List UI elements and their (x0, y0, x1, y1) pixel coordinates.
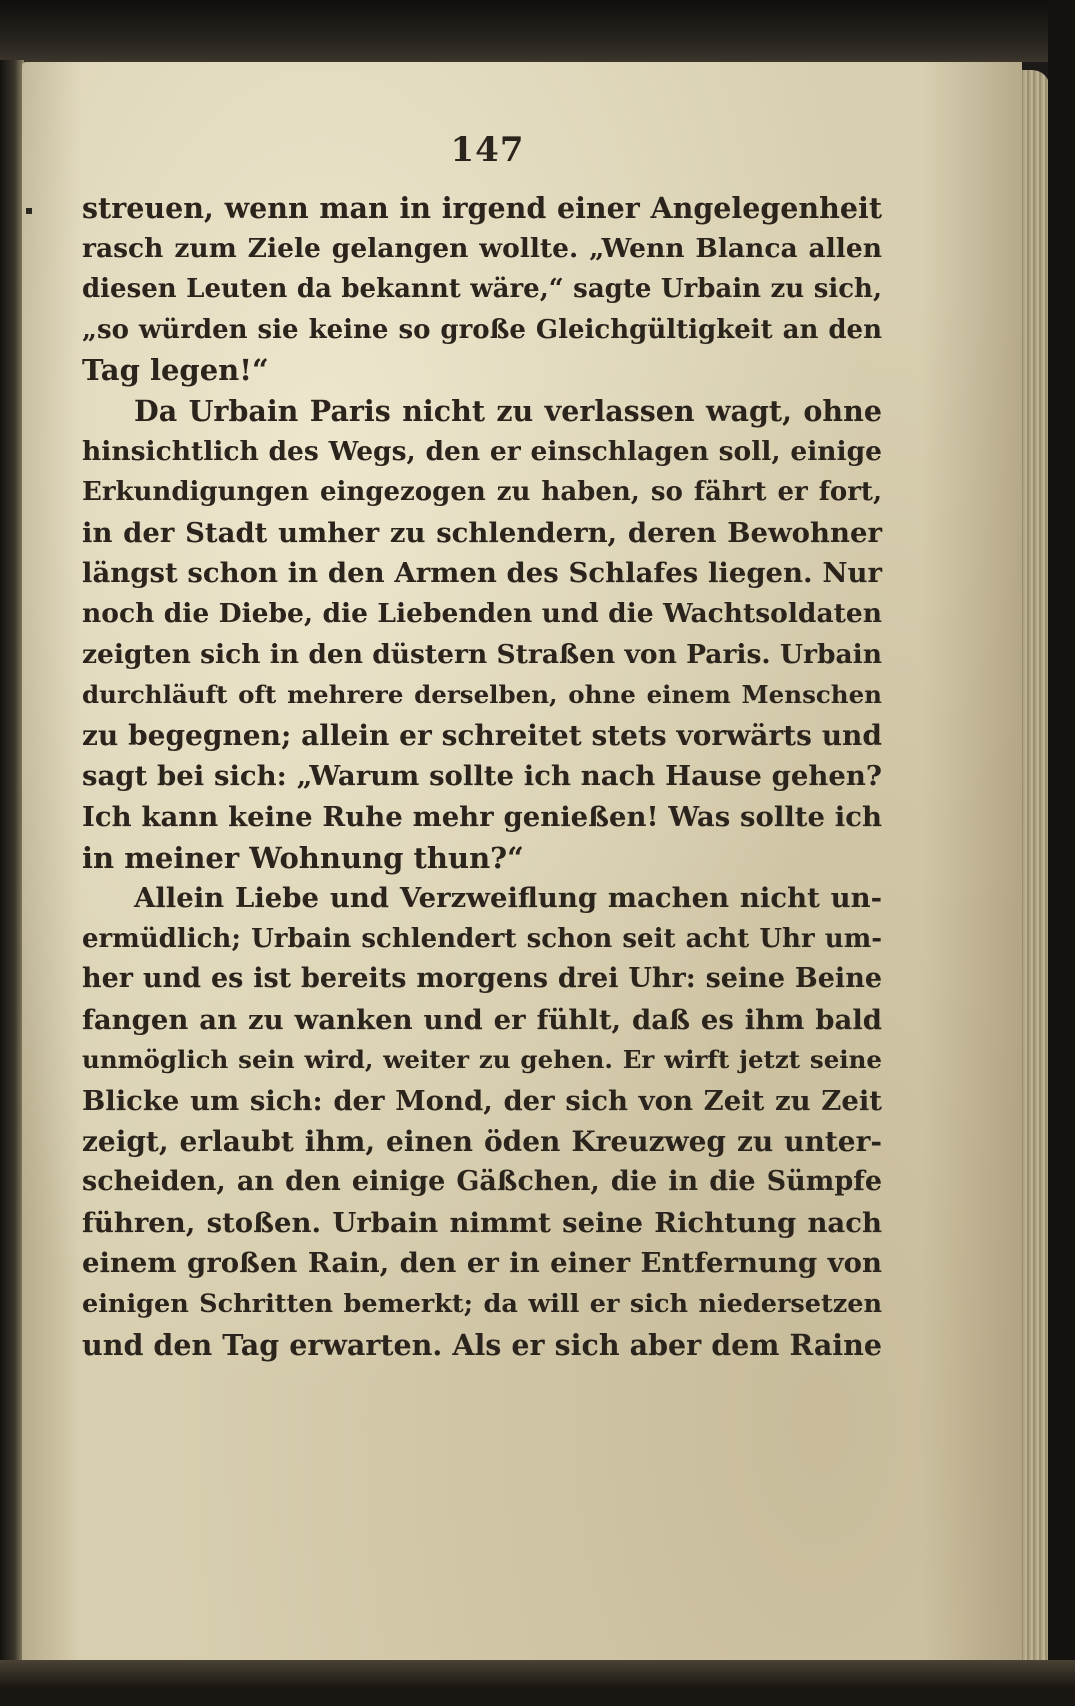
text-line: längst schon in den Armen des Schlafes liegen. Nur (82, 557, 882, 590)
text-line: Erkundigungen eingezogen zu haben, so fährt er fort, (82, 477, 882, 508)
text-line: führen, stoßen. Urbain nimmt seine Richtung nach (82, 1206, 882, 1239)
text-line: Allein Liebe und Verzweiflung machen nicht un- (134, 882, 882, 915)
text-line: einigen Schritten bemerkt; da will er sich niedersetzen (82, 1289, 882, 1320)
text-line: scheiden, an den einige Gäßchen, die in die Sümpfe (82, 1166, 882, 1198)
spine-mark (26, 208, 32, 214)
text-line: zeigten sich in den düstern Straßen von Paris. Urbain (82, 638, 882, 670)
text-line: und den Tag erwarten. Als er sich aber dem Raine (82, 1327, 882, 1362)
text-line: zu begegnen; allein er schreitet stets vorwärts und (82, 718, 882, 752)
text-line: fangen an zu wanken und er fühlt, daß es ihm bald (82, 1003, 882, 1036)
text-line: diesen Leuten da bekannt wäre,“ sagte Urbain zu sich, (82, 274, 882, 305)
background-bottom (0, 1660, 1075, 1706)
text-line: streuen, wenn man in irgend einer Angelegenheit (82, 191, 882, 225)
text-line: sagt bei sich: „Warum sollte ich nach Hause gehen? (82, 760, 882, 793)
text-line: Ich kann keine Ruhe mehr genießen! Was sollte ich (82, 800, 882, 833)
text-line: unmöglich sein wird, weiter zu gehen. Er wirft jetzt seine (82, 1045, 882, 1075)
body-text (82, 188, 882, 1365)
text-line: her und es ist bereits morgens drei Uhr: seine Beine (82, 963, 882, 995)
text-line: Da Urbain Paris nicht zu verlassen wagt, ohne (134, 393, 882, 428)
text-line: „so würden sie keine so große Gleichgültigkeit an den (82, 314, 882, 345)
text-line: in meiner Wohnung thun?“ (82, 840, 524, 875)
book-spine (0, 60, 24, 1706)
text-line: einem großen Rain, den er in einer Entfernung von (82, 1247, 882, 1280)
text-line: durchläuft oft mehrere derselben, ohne einem Menschen (82, 680, 882, 710)
text-line: zeigt, erlaubt ihm, einen öden Kreuzweg zu unter- (82, 1124, 882, 1158)
top-shadow (0, 0, 1075, 62)
text-line: Tag legen!“ (82, 353, 269, 388)
background-right (1048, 0, 1075, 1706)
page-number: 147 (450, 130, 525, 170)
text-line: noch die Diebe, die Liebenden und die Wachtsoldaten (82, 597, 882, 629)
text-line: ermüdlich; Urbain schlendert schon seit acht Uhr um- (82, 923, 882, 954)
text-line: rasch zum Ziele gelangen wollte. „Wenn Blanca allen (82, 232, 882, 264)
text-line: hinsichtlich des Wegs, den er einschlagen soll, einige (82, 435, 882, 467)
text-line: Blicke um sich: der Mond, der sich von Zeit zu Zeit (82, 1085, 882, 1118)
text-line: in der Stadt umher zu schlendern, deren Bewohner (82, 516, 882, 549)
